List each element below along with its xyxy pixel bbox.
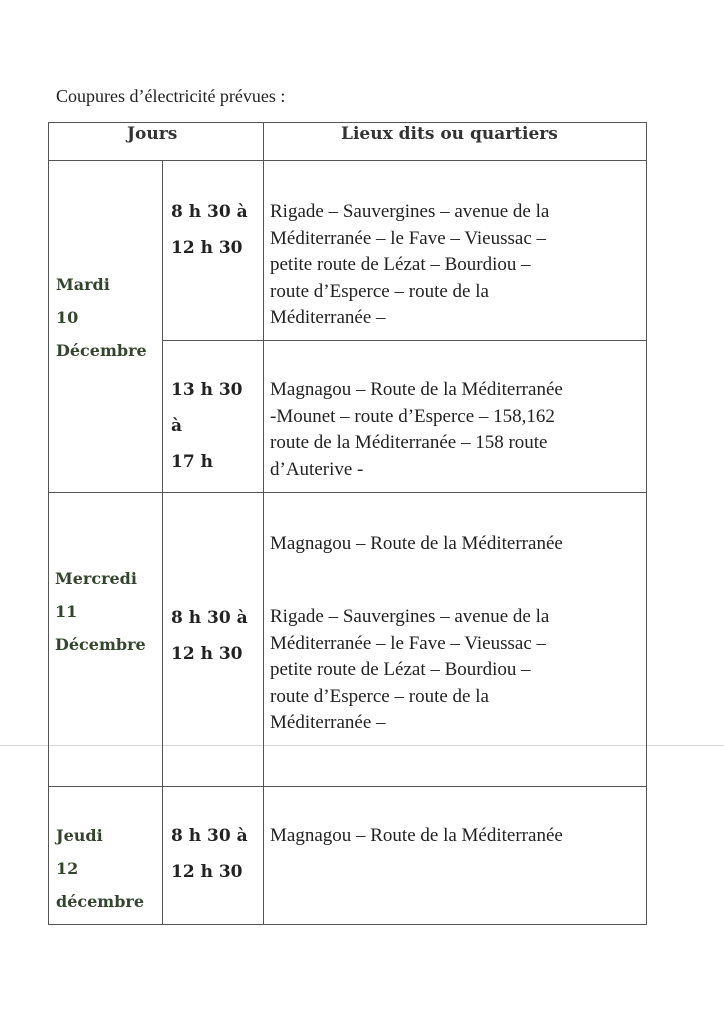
- time-slot: 13 h 30 à 17 h: [171, 380, 243, 472]
- day-label: Jeudi 12 décembre: [56, 826, 145, 911]
- column-divider-times: [162, 492, 163, 786]
- places-list: Magnagou – Route de la Méditerranée: [270, 825, 563, 846]
- places-list: Magnagou – Route de la Méditerranée: [270, 533, 563, 554]
- row-divider: [48, 492, 646, 493]
- column-divider-places: [263, 122, 264, 925]
- column-divider-times: [162, 160, 163, 493]
- scan-artifact-line: [0, 745, 724, 746]
- places-list: Rigade – Sauvergines – avenue de la Méditerranée – le Fave – Vieussac – petite route de Lézat – Bourdiou – route d’Esperce – route de la Méditerranée –: [270, 606, 550, 733]
- row-divider: [48, 786, 646, 787]
- places-list: Rigade – Sauvergines – avenue de la Méditerranée – le Fave – Vieussac – petite route de Lézat – Bourdiou – route d’Esperce – route de la Méditerranée –: [270, 201, 550, 328]
- places-list: Magnagou – Route de la Méditerranée -Mounet – route d’Esperce – 158,162 route de la Méditerranée – 158 route d’Auterive -: [270, 379, 563, 480]
- time-slot: 8 h 30 à 12 h 30: [171, 202, 248, 258]
- day-label: Mardi 10 Décembre: [56, 275, 147, 360]
- table-border-left: [48, 122, 49, 925]
- header-divider: [48, 160, 646, 161]
- day-label: Mercredi 11 Décembre: [55, 569, 146, 654]
- time-slot: 8 h 30 à 12 h 30: [171, 826, 248, 882]
- table-border-top: [48, 122, 646, 123]
- column-divider-times: [162, 786, 163, 925]
- time-slot: 8 h 30 à 12 h 30: [171, 608, 248, 664]
- table-border-right: [646, 122, 647, 925]
- table-border-bottom: [48, 924, 646, 925]
- slot-divider: [162, 340, 646, 341]
- header-jours: Jours: [127, 124, 178, 144]
- header-lieux: Lieux dits ou quartiers: [341, 124, 558, 144]
- page-title: Coupures d’électricité prévues :: [56, 86, 286, 106]
